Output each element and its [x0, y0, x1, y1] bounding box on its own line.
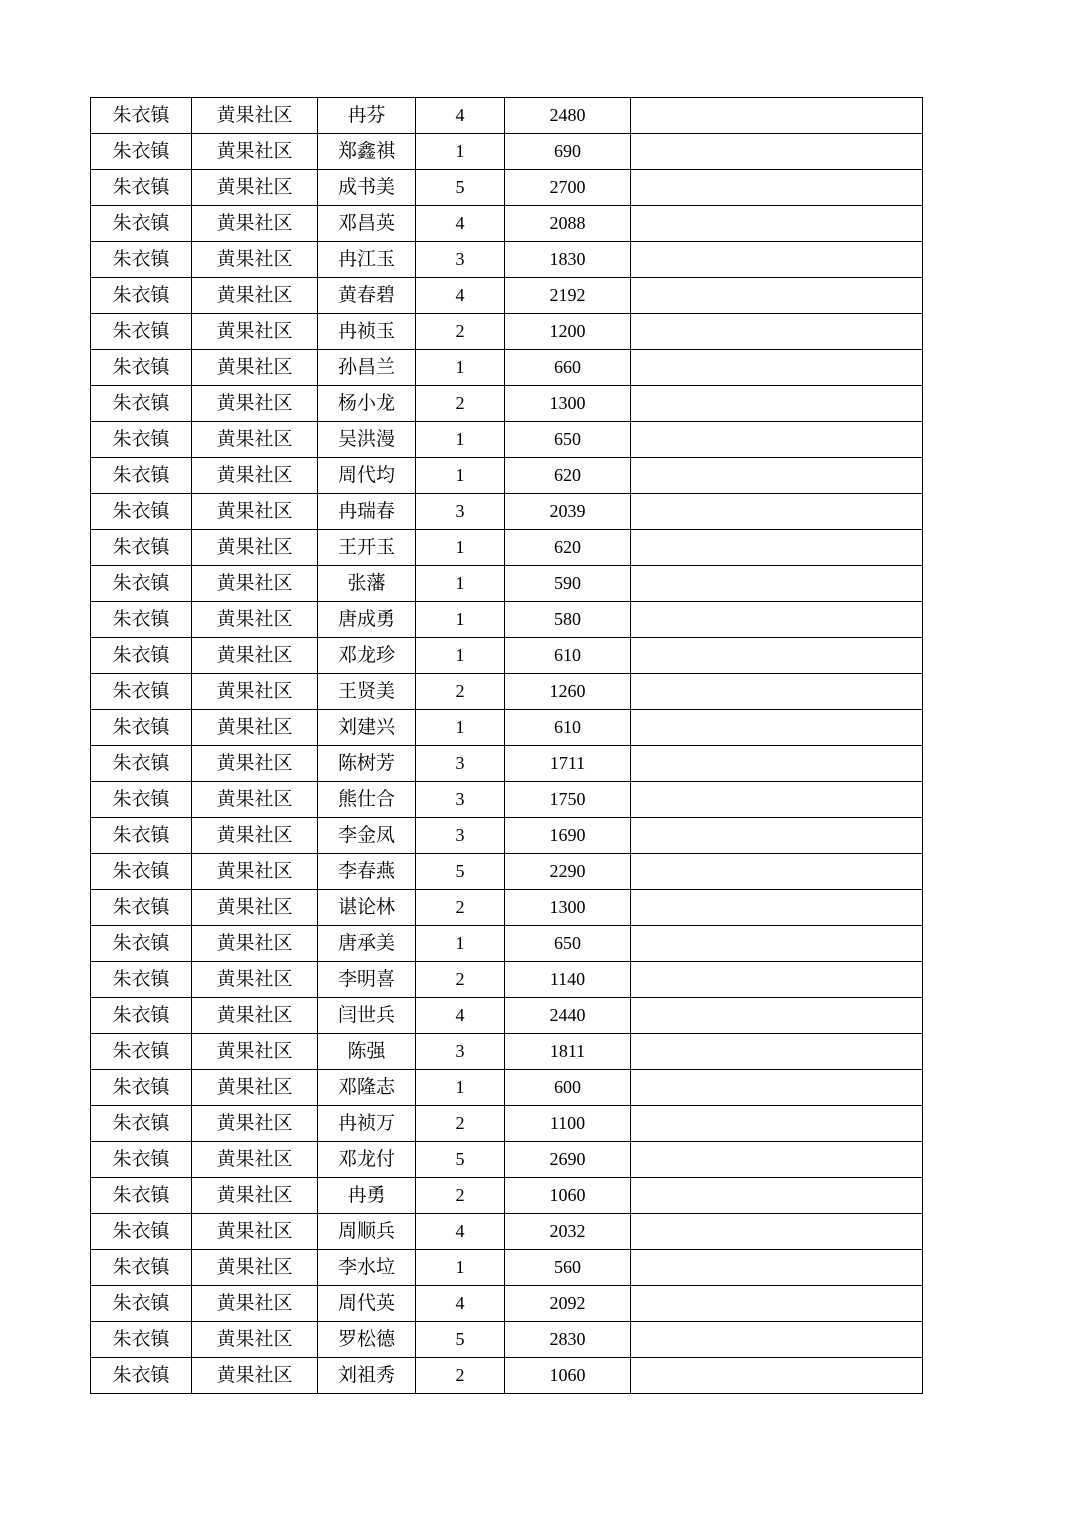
table-row: [91, 314, 923, 350]
name-cell: 陈强: [318, 1034, 416, 1070]
name-cell: 孙昌兰: [318, 350, 416, 386]
amount-cell: 610: [505, 638, 631, 674]
note-cell: [631, 602, 923, 638]
town-cell: 朱衣镇: [91, 998, 192, 1034]
name-cell: 冉祯万: [318, 1106, 416, 1142]
town-cell: 朱衣镇: [91, 854, 192, 890]
community-cell: 黄果社区: [192, 602, 318, 638]
town-cell: 朱衣镇: [91, 818, 192, 854]
town-cell: 朱衣镇: [91, 602, 192, 638]
note-cell: [631, 674, 923, 710]
members-cell: 1: [416, 422, 505, 458]
amount-cell: 580: [505, 602, 631, 638]
town-cell: 朱衣镇: [91, 566, 192, 602]
name-cell: 李金凤: [318, 818, 416, 854]
community-cell: 黄果社区: [192, 134, 318, 170]
table-row: [91, 998, 923, 1034]
note-cell: [631, 1178, 923, 1214]
town-cell: 朱衣镇: [91, 1250, 192, 1286]
table-row: [91, 782, 923, 818]
community-cell: 黄果社区: [192, 1322, 318, 1358]
name-cell: 冉瑞春: [318, 494, 416, 530]
town-cell: 朱衣镇: [91, 1286, 192, 1322]
name-cell: 冉勇: [318, 1178, 416, 1214]
table-body: [91, 98, 923, 1394]
town-cell: 朱衣镇: [91, 710, 192, 746]
community-cell: 黄果社区: [192, 782, 318, 818]
table-row: [91, 674, 923, 710]
table-row: [91, 566, 923, 602]
community-cell: 黄果社区: [192, 386, 318, 422]
note-cell: [631, 782, 923, 818]
table-row: [91, 242, 923, 278]
table-row: [91, 710, 923, 746]
name-cell: 冉祯玉: [318, 314, 416, 350]
members-cell: 1: [416, 638, 505, 674]
name-cell: 唐承美: [318, 926, 416, 962]
members-cell: 1: [416, 1250, 505, 1286]
amount-cell: 650: [505, 926, 631, 962]
members-cell: 3: [416, 1034, 505, 1070]
members-cell: 2: [416, 386, 505, 422]
name-cell: 王贤美: [318, 674, 416, 710]
table-row: [91, 278, 923, 314]
community-cell: 黄果社区: [192, 242, 318, 278]
name-cell: 刘建兴: [318, 710, 416, 746]
community-cell: 黄果社区: [192, 170, 318, 206]
note-cell: [631, 1106, 923, 1142]
members-cell: 2: [416, 962, 505, 998]
name-cell: 杨小龙: [318, 386, 416, 422]
town-cell: 朱衣镇: [91, 242, 192, 278]
community-cell: 黄果社区: [192, 422, 318, 458]
town-cell: 朱衣镇: [91, 890, 192, 926]
name-cell: 周顺兵: [318, 1214, 416, 1250]
community-cell: 黄果社区: [192, 458, 318, 494]
amount-cell: 2290: [505, 854, 631, 890]
amount-cell: 560: [505, 1250, 631, 1286]
name-cell: 黄春碧: [318, 278, 416, 314]
amount-cell: 2039: [505, 494, 631, 530]
town-cell: 朱衣镇: [91, 1106, 192, 1142]
town-cell: 朱衣镇: [91, 962, 192, 998]
name-cell: 王开玉: [318, 530, 416, 566]
name-cell: 罗松德: [318, 1322, 416, 1358]
amount-cell: 620: [505, 458, 631, 494]
community-cell: 黄果社区: [192, 1142, 318, 1178]
name-cell: 李明喜: [318, 962, 416, 998]
note-cell: [631, 1214, 923, 1250]
note-cell: [631, 170, 923, 206]
note-cell: [631, 278, 923, 314]
amount-cell: 2830: [505, 1322, 631, 1358]
note-cell: [631, 926, 923, 962]
note-cell: [631, 1322, 923, 1358]
note-cell: [631, 1034, 923, 1070]
community-cell: 黄果社区: [192, 854, 318, 890]
amount-cell: 1300: [505, 386, 631, 422]
amount-cell: 1750: [505, 782, 631, 818]
name-cell: 邓隆志: [318, 1070, 416, 1106]
table-row: [91, 962, 923, 998]
amount-cell: 1690: [505, 818, 631, 854]
members-cell: 3: [416, 494, 505, 530]
name-cell: 吴洪漫: [318, 422, 416, 458]
members-cell: 1: [416, 134, 505, 170]
town-cell: 朱衣镇: [91, 422, 192, 458]
members-cell: 3: [416, 818, 505, 854]
amount-cell: 590: [505, 566, 631, 602]
community-cell: 黄果社区: [192, 1250, 318, 1286]
name-cell: 周代英: [318, 1286, 416, 1322]
table-row: [91, 1286, 923, 1322]
members-cell: 4: [416, 1286, 505, 1322]
note-cell: [631, 386, 923, 422]
table-row: [91, 1034, 923, 1070]
name-cell: 张藩: [318, 566, 416, 602]
amount-cell: 1830: [505, 242, 631, 278]
table-row: [91, 638, 923, 674]
community-cell: 黄果社区: [192, 350, 318, 386]
table-row: [91, 1322, 923, 1358]
note-cell: [631, 1142, 923, 1178]
table-row: [91, 1214, 923, 1250]
community-cell: 黄果社区: [192, 746, 318, 782]
note-cell: [631, 422, 923, 458]
name-cell: 陈树芳: [318, 746, 416, 782]
members-cell: 1: [416, 566, 505, 602]
community-cell: 黄果社区: [192, 1286, 318, 1322]
amount-cell: 690: [505, 134, 631, 170]
name-cell: 邓龙珍: [318, 638, 416, 674]
amount-cell: 1200: [505, 314, 631, 350]
town-cell: 朱衣镇: [91, 314, 192, 350]
town-cell: 朱衣镇: [91, 350, 192, 386]
members-cell: 2: [416, 674, 505, 710]
community-cell: 黄果社区: [192, 818, 318, 854]
community-cell: 黄果社区: [192, 1178, 318, 1214]
members-cell: 2: [416, 890, 505, 926]
community-cell: 黄果社区: [192, 890, 318, 926]
community-cell: 黄果社区: [192, 674, 318, 710]
amount-cell: 650: [505, 422, 631, 458]
town-cell: 朱衣镇: [91, 926, 192, 962]
table-row: [91, 926, 923, 962]
members-cell: 2: [416, 314, 505, 350]
name-cell: 熊仕合: [318, 782, 416, 818]
members-cell: 1: [416, 1070, 505, 1106]
town-cell: 朱衣镇: [91, 1178, 192, 1214]
name-cell: 成书美: [318, 170, 416, 206]
note-cell: [631, 890, 923, 926]
table-row: [91, 386, 923, 422]
table-row: [91, 494, 923, 530]
town-cell: 朱衣镇: [91, 98, 192, 134]
amount-cell: 1140: [505, 962, 631, 998]
members-cell: 4: [416, 278, 505, 314]
town-cell: 朱衣镇: [91, 386, 192, 422]
note-cell: [631, 314, 923, 350]
note-cell: [631, 134, 923, 170]
note-cell: [631, 566, 923, 602]
name-cell: 周代均: [318, 458, 416, 494]
amount-cell: 2480: [505, 98, 631, 134]
community-cell: 黄果社区: [192, 98, 318, 134]
note-cell: [631, 746, 923, 782]
table-row: [91, 818, 923, 854]
note-cell: [631, 638, 923, 674]
members-cell: 1: [416, 710, 505, 746]
members-cell: 3: [416, 746, 505, 782]
amount-cell: 1060: [505, 1358, 631, 1394]
members-cell: 5: [416, 1142, 505, 1178]
members-cell: 5: [416, 170, 505, 206]
community-cell: 黄果社区: [192, 1214, 318, 1250]
note-cell: [631, 494, 923, 530]
town-cell: 朱衣镇: [91, 170, 192, 206]
name-cell: 闫世兵: [318, 998, 416, 1034]
community-cell: 黄果社区: [192, 566, 318, 602]
members-cell: 4: [416, 998, 505, 1034]
amount-cell: 1260: [505, 674, 631, 710]
community-cell: 黄果社区: [192, 962, 318, 998]
members-cell: 1: [416, 602, 505, 638]
amount-cell: 2192: [505, 278, 631, 314]
name-cell: 谌论林: [318, 890, 416, 926]
data-table: [90, 97, 923, 1394]
amount-cell: 1100: [505, 1106, 631, 1142]
amount-cell: 1300: [505, 890, 631, 926]
table-row: [91, 458, 923, 494]
town-cell: 朱衣镇: [91, 1070, 192, 1106]
table-row: [91, 1358, 923, 1394]
amount-cell: 620: [505, 530, 631, 566]
table-row: [91, 530, 923, 566]
note-cell: [631, 710, 923, 746]
town-cell: 朱衣镇: [91, 494, 192, 530]
amount-cell: 2088: [505, 206, 631, 242]
members-cell: 4: [416, 1214, 505, 1250]
amount-cell: 2032: [505, 1214, 631, 1250]
note-cell: [631, 1070, 923, 1106]
table-row: [91, 1178, 923, 1214]
amount-cell: 2700: [505, 170, 631, 206]
town-cell: 朱衣镇: [91, 134, 192, 170]
community-cell: 黄果社区: [192, 1106, 318, 1142]
amount-cell: 2092: [505, 1286, 631, 1322]
town-cell: 朱衣镇: [91, 674, 192, 710]
community-cell: 黄果社区: [192, 1070, 318, 1106]
community-cell: 黄果社区: [192, 494, 318, 530]
table-row: [91, 170, 923, 206]
community-cell: 黄果社区: [192, 530, 318, 566]
name-cell: 李春燕: [318, 854, 416, 890]
name-cell: 郑鑫祺: [318, 134, 416, 170]
members-cell: 2: [416, 1106, 505, 1142]
note-cell: [631, 1286, 923, 1322]
members-cell: 2: [416, 1178, 505, 1214]
members-cell: 3: [416, 242, 505, 278]
town-cell: 朱衣镇: [91, 1322, 192, 1358]
members-cell: 2: [416, 1358, 505, 1394]
table-row: [91, 98, 923, 134]
amount-cell: 1811: [505, 1034, 631, 1070]
town-cell: 朱衣镇: [91, 206, 192, 242]
community-cell: 黄果社区: [192, 206, 318, 242]
table-row: [91, 134, 923, 170]
amount-cell: 1711: [505, 746, 631, 782]
name-cell: 邓昌英: [318, 206, 416, 242]
table-row: [91, 1106, 923, 1142]
note-cell: [631, 350, 923, 386]
note-cell: [631, 818, 923, 854]
town-cell: 朱衣镇: [91, 746, 192, 782]
table-row: [91, 854, 923, 890]
table-row: [91, 1070, 923, 1106]
name-cell: 邓龙付: [318, 1142, 416, 1178]
name-cell: 李水垃: [318, 1250, 416, 1286]
table-row: [91, 890, 923, 926]
note-cell: [631, 1358, 923, 1394]
members-cell: 4: [416, 206, 505, 242]
amount-cell: 2690: [505, 1142, 631, 1178]
community-cell: 黄果社区: [192, 638, 318, 674]
members-cell: 5: [416, 1322, 505, 1358]
name-cell: 刘祖秀: [318, 1358, 416, 1394]
table-row: [91, 746, 923, 782]
town-cell: 朱衣镇: [91, 1214, 192, 1250]
note-cell: [631, 998, 923, 1034]
community-cell: 黄果社区: [192, 278, 318, 314]
note-cell: [631, 458, 923, 494]
town-cell: 朱衣镇: [91, 1142, 192, 1178]
table-row: [91, 602, 923, 638]
table-row: [91, 206, 923, 242]
community-cell: 黄果社区: [192, 926, 318, 962]
note-cell: [631, 242, 923, 278]
note-cell: [631, 206, 923, 242]
community-cell: 黄果社区: [192, 998, 318, 1034]
table-row: [91, 422, 923, 458]
amount-cell: 610: [505, 710, 631, 746]
town-cell: 朱衣镇: [91, 782, 192, 818]
members-cell: 1: [416, 926, 505, 962]
town-cell: 朱衣镇: [91, 638, 192, 674]
community-cell: 黄果社区: [192, 1034, 318, 1070]
town-cell: 朱衣镇: [91, 530, 192, 566]
town-cell: 朱衣镇: [91, 1034, 192, 1070]
note-cell: [631, 98, 923, 134]
town-cell: 朱衣镇: [91, 458, 192, 494]
amount-cell: 1060: [505, 1178, 631, 1214]
name-cell: 唐成勇: [318, 602, 416, 638]
amount-cell: 2440: [505, 998, 631, 1034]
members-cell: 1: [416, 350, 505, 386]
amount-cell: 600: [505, 1070, 631, 1106]
name-cell: 冉江玉: [318, 242, 416, 278]
note-cell: [631, 1250, 923, 1286]
note-cell: [631, 530, 923, 566]
town-cell: 朱衣镇: [91, 1358, 192, 1394]
table-row: [91, 350, 923, 386]
community-cell: 黄果社区: [192, 710, 318, 746]
note-cell: [631, 854, 923, 890]
town-cell: 朱衣镇: [91, 278, 192, 314]
members-cell: 5: [416, 854, 505, 890]
note-cell: [631, 962, 923, 998]
members-cell: 3: [416, 782, 505, 818]
community-cell: 黄果社区: [192, 1358, 318, 1394]
table-row: [91, 1142, 923, 1178]
members-cell: 4: [416, 98, 505, 134]
community-cell: 黄果社区: [192, 314, 318, 350]
members-cell: 1: [416, 530, 505, 566]
members-cell: 1: [416, 458, 505, 494]
table-row: [91, 1250, 923, 1286]
name-cell: 冉芬: [318, 98, 416, 134]
amount-cell: 660: [505, 350, 631, 386]
